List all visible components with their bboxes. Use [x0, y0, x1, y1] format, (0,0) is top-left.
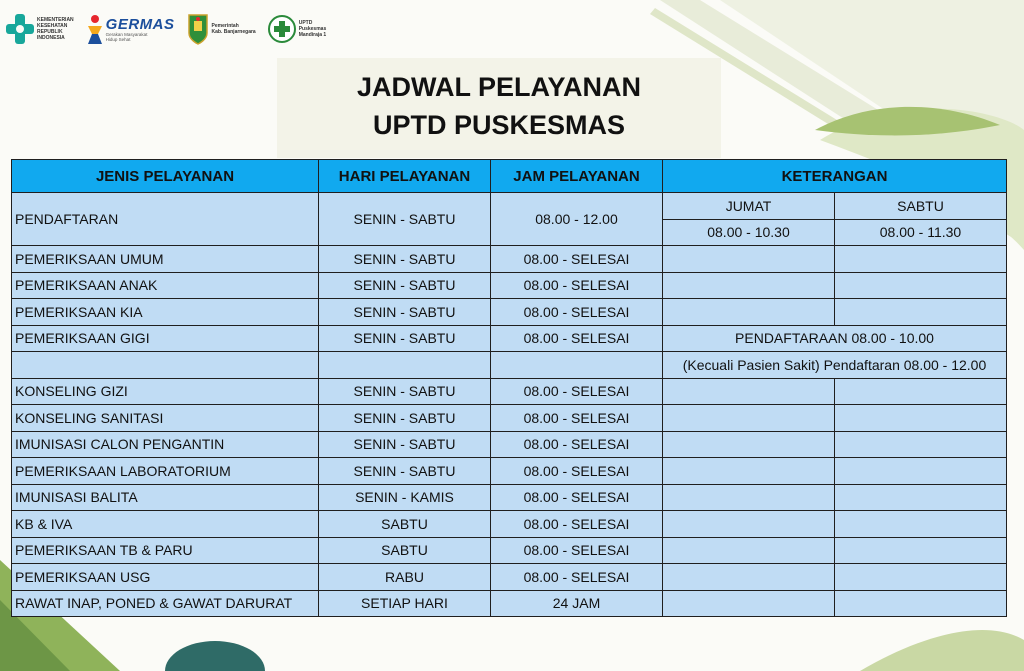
- table-row: [12, 537, 1007, 564]
- cell-jenis: PEMERIKSAAN USG: [12, 564, 319, 591]
- cell-ket-empty: [663, 537, 835, 564]
- page-title: [277, 68, 721, 144]
- table-row: [12, 378, 1007, 405]
- cell-ket-empty: [663, 484, 835, 511]
- cell-hari: SENIN - SABTU: [319, 299, 491, 326]
- title-line-1: JADWAL PELAYANAN: [356, 72, 642, 102]
- cell-ket-gigi-1: PENDAFTARAAN 08.00 - 10.00: [663, 325, 1007, 352]
- header-hari-pelayanan: HARI PELAYANAN: [319, 160, 491, 193]
- cell-jam: 08.00 - SELESAI: [491, 405, 663, 432]
- cell-ket-empty: [663, 458, 835, 485]
- cell-ket-empty: [663, 590, 835, 617]
- cell-ket-gigi-2: (Kecuali Pasien Sakit) Pendaftaran 08.00 - 12.00: [663, 352, 1007, 379]
- table-row: [12, 272, 1007, 299]
- cell-ket-empty: [835, 378, 1007, 405]
- table-row: [12, 511, 1007, 538]
- cell-jenis: IMUNISASI CALON PENGANTIN: [12, 431, 319, 458]
- cell-ket-jumat-jam: 08.00 - 10.30: [663, 219, 835, 246]
- cell-ket-empty: [663, 299, 835, 326]
- cell-hari: SABTU: [319, 537, 491, 564]
- cell-jenis: KONSELING GIZI: [12, 378, 319, 405]
- banjarnegara-crest-icon: [187, 13, 209, 45]
- cell-ket-empty: [835, 246, 1007, 273]
- uptd-text: UPTD Puskesmas Mandiraja 1: [298, 20, 327, 38]
- germas-logo: [86, 14, 175, 44]
- cell-ket-empty: [835, 484, 1007, 511]
- cell-jenis: KONSELING SANITASI: [12, 405, 319, 432]
- cell-jenis: PEMERIKSAAN UMUM: [12, 246, 319, 273]
- cell-jam: 08.00 - SELESAI: [491, 511, 663, 538]
- table-row: [12, 193, 1007, 220]
- pemkab-text: Pemerintah Kab. Banjarnegara: [211, 23, 256, 35]
- cell-jenis: PEMERIKSAAN GIGI: [12, 325, 319, 352]
- logo-strip: [6, 8, 338, 50]
- cell-ket-empty: [835, 272, 1007, 299]
- kemenkes-text: KEMENTERIAN KESEHATAN REPUBLIK INDONESIA: [37, 17, 74, 41]
- cell-jenis: IMUNISASI BALITA: [12, 484, 319, 511]
- cell-hari: SENIN - SABTU: [319, 431, 491, 458]
- cell-jam-empty: [491, 352, 663, 379]
- cell-jenis: PEMERIKSAAN KIA: [12, 299, 319, 326]
- cell-hari-empty: [319, 352, 491, 379]
- table-row: [12, 405, 1007, 432]
- cell-jenis: RAWAT INAP, PONED & GAWAT DARURAT: [12, 590, 319, 617]
- table-row: [12, 325, 1007, 352]
- cell-jam: 08.00 - SELESAI: [491, 537, 663, 564]
- cell-ket-empty: [835, 458, 1007, 485]
- cell-jam: 24 JAM: [491, 590, 663, 617]
- cell-jam: 08.00 - SELESAI: [491, 484, 663, 511]
- cell-jam: 08.00 - SELESAI: [491, 458, 663, 485]
- schedule-table: [11, 159, 1007, 617]
- cell-hari: SABTU: [319, 511, 491, 538]
- table-header-row: [12, 160, 1007, 193]
- cell-ket-empty: [663, 272, 835, 299]
- cell-ket-empty: [835, 564, 1007, 591]
- table-row: [12, 564, 1007, 591]
- germas-subtitle: Gerakan Masyarakat Hidup Sehat: [105, 31, 148, 42]
- table-row: [12, 458, 1007, 485]
- cell-ket-empty: [835, 299, 1007, 326]
- cell-hari: SENIN - SABTU: [319, 405, 491, 432]
- cell-jam: 08.00 - SELESAI: [491, 246, 663, 273]
- cell-jam: 08.00 - SELESAI: [491, 564, 663, 591]
- cell-hari: SENIN - KAMIS: [319, 484, 491, 511]
- cell-ket-sabtu-label: SABTU: [835, 193, 1007, 220]
- germas-figure-icon: [86, 14, 104, 44]
- cell-ket-empty: [835, 405, 1007, 432]
- cell-jam: 08.00 - SELESAI: [491, 272, 663, 299]
- header-keterangan: KETERANGAN: [663, 160, 1007, 193]
- cell-hari: SETIAP HARI: [319, 590, 491, 617]
- table-row: [12, 352, 1007, 379]
- uptd-logo: [268, 15, 327, 43]
- cell-ket-empty: [835, 431, 1007, 458]
- pemkab-logo: [187, 13, 256, 45]
- cell-ket-sabtu-jam: 08.00 - 11.30: [835, 219, 1007, 246]
- cell-ket-empty: [835, 590, 1007, 617]
- table-row: [12, 246, 1007, 273]
- cell-ket-empty: [663, 378, 835, 405]
- cell-jenis: KB & IVA: [12, 511, 319, 538]
- cell-hari: SENIN - SABTU: [319, 246, 491, 273]
- cell-jenis: PEMERIKSAAN LABORATORIUM: [12, 458, 319, 485]
- cell-hari: SENIN - SABTU: [319, 193, 491, 246]
- cell-hari: SENIN - SABTU: [319, 458, 491, 485]
- cell-ket-empty: [663, 405, 835, 432]
- cell-jam: 08.00 - SELESAI: [491, 325, 663, 352]
- header-jenis-pelayanan: JENIS PELAYANAN: [12, 160, 319, 193]
- cell-hari: SENIN - SABTU: [319, 272, 491, 299]
- cell-hari: SENIN - SABTU: [319, 325, 491, 352]
- cell-ket-empty: [663, 564, 835, 591]
- cell-jenis: PEMERIKSAAN TB & PARU: [12, 537, 319, 564]
- cell-ket-empty: [663, 431, 835, 458]
- cell-ket-empty: [835, 537, 1007, 564]
- table-row: [12, 431, 1007, 458]
- decor-bottom-right: [860, 630, 1024, 671]
- header-jam-pelayanan: JAM PELAYANAN: [491, 160, 663, 193]
- table-row: [12, 484, 1007, 511]
- kemenkes-logo: [6, 14, 74, 44]
- germas-wordmark: GERMAS: [105, 15, 175, 33]
- cell-ket-empty: [663, 246, 835, 273]
- cell-ket-empty: [663, 511, 835, 538]
- cell-jam: 08.00 - SELESAI: [491, 378, 663, 405]
- cell-ket-empty: [835, 511, 1007, 538]
- puskesmas-cross-icon: [268, 15, 296, 43]
- cell-jam: 08.00 - 12.00: [491, 193, 663, 246]
- cell-jenis-empty: [12, 352, 319, 379]
- cell-jenis: PENDAFTARAN: [12, 193, 319, 246]
- title-line-2: UPTD PUSKESMAS: [372, 110, 626, 140]
- cell-jam: 08.00 - SELESAI: [491, 299, 663, 326]
- cell-jam: 08.00 - SELESAI: [491, 431, 663, 458]
- cell-hari: SENIN - SABTU: [319, 378, 491, 405]
- kemenkes-emblem-icon: [6, 14, 34, 44]
- cell-ket-jumat-label: JUMAT: [663, 193, 835, 220]
- table-row: [12, 590, 1007, 617]
- table-row: [12, 299, 1007, 326]
- cell-hari: RABU: [319, 564, 491, 591]
- cell-jenis: PEMERIKSAAN ANAK: [12, 272, 319, 299]
